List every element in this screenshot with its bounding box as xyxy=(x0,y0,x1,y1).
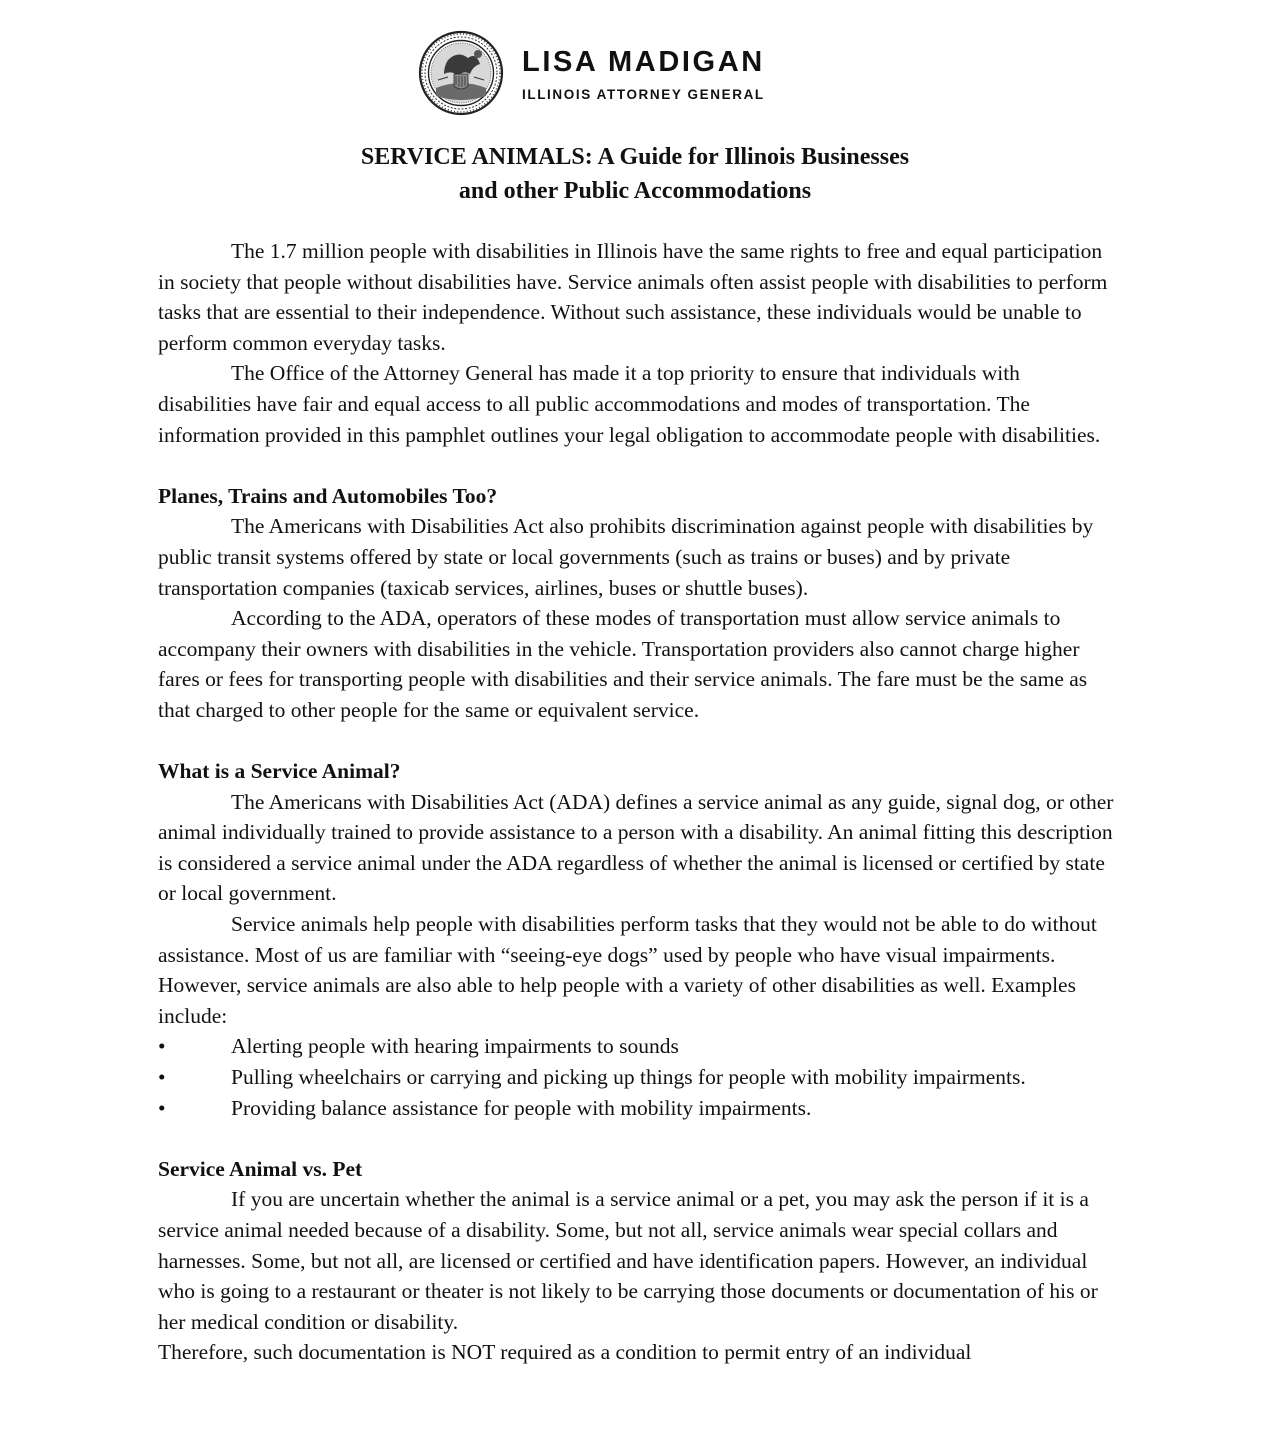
section-heading-definition: What is a Service Animal? xyxy=(158,759,401,784)
list-item xyxy=(158,1031,1118,1062)
transport-paragraph-2: According to the ADA, operators of these modes of transportation must allow service animals to accompany their owners with disabilities in the vehicle. Transportation providers also cannot charge higher fares or fees for transporting people with disabilities and their service animals. The fare must be the same as that charged to other people for the same or equivalent service. xyxy=(158,606,1088,722)
office-subtitle: ILLINOIS ATTORNEY GENERAL xyxy=(522,87,765,102)
intro-paragraph-1: The 1.7 million people with disabilities in Illinois have the same rights to free and equal participation in society that people without disabilities have. Service animals often assist people with disabilities to perform tasks that are essential to their independence. Without such assistance, these individuals would be unable to perform common everyday tasks. xyxy=(158,239,1108,355)
state-seal-icon xyxy=(418,30,504,116)
bullet-icon: • xyxy=(158,1034,166,1059)
definition-paragraph-2: Service animals help people with disabilities perform tasks that they would not be able to do without assistance. Most of us are familiar with “seeing-eye dogs” used by people who have visual impairments. However, service animals are also able to help people with a variety of other disabilities as well. Examples include: xyxy=(158,912,1097,1028)
document-title-line-1: SERVICE ANIMALS: A Guide for Illinois Businesses xyxy=(360,144,910,170)
list-item xyxy=(158,1093,1118,1124)
intro-paragraph-2: The Office of the Attorney General has made it a top priority to ensure that individuals with disabilities have fair and equal access to all public accommodations and modes of transportation. The information provided in this pamphlet outlines your legal obligation to accommodate people with disabilities. xyxy=(158,361,1101,447)
list-item-text: Providing balance assistance for people with mobility impairments. xyxy=(231,1095,812,1120)
definition-paragraph-1: The Americans with Disabilities Act (ADA) defines a service animal as any guide, signal dog, or other animal individually trained to provide assistance to a person with a disability. An animal fitting this description is considered a service animal under the ADA regardless of whether the animal is licensed or certified by state or local government. xyxy=(158,789,1114,906)
letterhead xyxy=(418,30,818,116)
pet-paragraph-2: Therefore, such documentation is NOT required as a condition to permit entry of an individual xyxy=(158,1340,972,1365)
document-body xyxy=(158,236,1118,1368)
attorney-general-name: LISA MADIGAN xyxy=(522,46,765,78)
pet-paragraph-1: If you are uncertain whether the animal is a service animal or a pet, you may ask the person if it is a service animal needed because of a disability. Some, but not all, service animals wear special collars and harnesses. Some, but not all, are licensed or certified and have identification papers. However, an individual who is going to a restaurant or theater is not likely to be carrying those documents or documentation of his or her medical condition or disability. xyxy=(158,1187,1098,1334)
examples-list xyxy=(158,1031,1118,1123)
list-item-text: Alerting people with hearing impairments to sounds xyxy=(231,1034,679,1059)
bullet-icon: • xyxy=(158,1065,166,1090)
bullet-icon: • xyxy=(158,1095,166,1120)
transport-paragraph-1: The Americans with Disabilities Act also prohibits discrimination against people with disabilities by public transit systems offered by state or local governments (such as trains or buses) and by private transportation companies (taxicab services, airlines, buses or shuttle buses). xyxy=(158,514,1094,600)
list-item-text: Pulling wheelchairs or carrying and picking up things for people with mobility impairments. xyxy=(231,1065,1026,1090)
list-item xyxy=(158,1062,1118,1093)
section-heading-pet: Service Animal vs. Pet xyxy=(158,1156,363,1181)
document-title-line-2: and other Public Accommodations xyxy=(458,178,812,204)
section-heading-transport: Planes, Trains and Automobiles Too? xyxy=(158,483,498,508)
